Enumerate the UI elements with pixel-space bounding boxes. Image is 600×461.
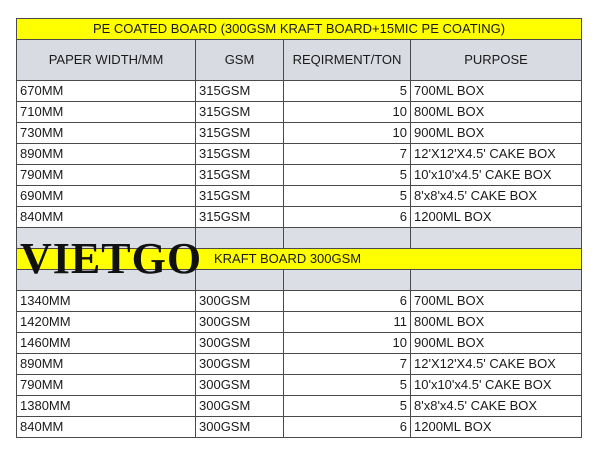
gsm-cell: 300GSM (196, 312, 284, 333)
requirement-cell: 11 (284, 312, 411, 333)
table-row (17, 186, 582, 207)
vietgo-watermark: VIETGO (20, 234, 203, 283)
empty-cell (411, 228, 582, 249)
gsm-cell: 300GSM (196, 291, 284, 312)
paper-table (16, 18, 582, 438)
empty-cell (284, 270, 411, 291)
purpose-cell: 900ML BOX (411, 333, 582, 354)
paper-width-cell: 690MM (17, 186, 196, 207)
table-row (17, 354, 582, 375)
gsm-cell: 300GSM (196, 417, 284, 438)
requirement-cell: 6 (284, 291, 411, 312)
table1-title: PE COATED BOARD (300GSM KRAFT BOARD+15MIC PE COATING) (17, 19, 582, 40)
gsm-cell: 315GSM (196, 186, 284, 207)
requirement-cell: 5 (284, 396, 411, 417)
paper-width-cell: 840MM (17, 207, 196, 228)
empty-cell (284, 228, 411, 249)
purpose-cell: 10'x10'x4.5' CAKE BOX (411, 165, 582, 186)
table-row (17, 291, 582, 312)
table-row (17, 102, 582, 123)
purpose-cell: 12'X12'X4.5' CAKE BOX (411, 354, 582, 375)
purpose-cell: 1200ML BOX (411, 207, 582, 228)
purpose-cell: 800ML BOX (411, 312, 582, 333)
purpose-cell: 700ML BOX (411, 81, 582, 102)
gsm-cell: 300GSM (196, 375, 284, 396)
paper-width-cell: 1420MM (17, 312, 196, 333)
table2-title: KRAFT BOARD 300GSM (17, 249, 582, 270)
gsm-cell: 300GSM (196, 333, 284, 354)
paper-width-cell: 1340MM (17, 291, 196, 312)
table-row (17, 417, 582, 438)
requirement-cell: 5 (284, 81, 411, 102)
table-row (17, 144, 582, 165)
requirement-cell: 5 (284, 165, 411, 186)
paper-width-cell: 670MM (17, 81, 196, 102)
paper-width-cell: 730MM (17, 123, 196, 144)
paper-width-cell: 790MM (17, 165, 196, 186)
requirement-cell: 6 (284, 207, 411, 228)
requirement-cell: 7 (284, 354, 411, 375)
purpose-cell: 1200ML BOX (411, 417, 582, 438)
table-row (17, 81, 582, 102)
purpose-cell: 800ML BOX (411, 102, 582, 123)
gsm-cell: 315GSM (196, 81, 284, 102)
gsm-cell: 315GSM (196, 123, 284, 144)
paper-width-cell: 890MM (17, 144, 196, 165)
table-row (17, 375, 582, 396)
paper-width-cell: 710MM (17, 102, 196, 123)
paper-width-cell: 840MM (17, 417, 196, 438)
header-gsm: GSM (196, 40, 284, 81)
paper-width-cell: 1460MM (17, 333, 196, 354)
header-requirement: REQIRMENT/TON (284, 40, 411, 81)
requirement-cell: 5 (284, 375, 411, 396)
table-row (17, 312, 582, 333)
empty-cell (411, 270, 582, 291)
purpose-cell: 700ML BOX (411, 291, 582, 312)
paper-width-cell: 790MM (17, 375, 196, 396)
header-paper-width: PAPER WIDTH/MM (17, 40, 196, 81)
requirement-cell: 10 (284, 102, 411, 123)
table1-title-row (17, 19, 582, 40)
requirement-cell: 5 (284, 186, 411, 207)
purpose-cell: 900ML BOX (411, 123, 582, 144)
header-purpose: PURPOSE (411, 40, 582, 81)
requirement-cell: 10 (284, 123, 411, 144)
spreadsheet (16, 18, 581, 438)
requirement-cell: 7 (284, 144, 411, 165)
table-row (17, 207, 582, 228)
paper-width-cell: 890MM (17, 354, 196, 375)
purpose-cell: 8'x8'x4.5' CAKE BOX (411, 396, 582, 417)
table-row (17, 396, 582, 417)
purpose-cell: 10'x10'x4.5' CAKE BOX (411, 375, 582, 396)
gsm-cell: 315GSM (196, 144, 284, 165)
purpose-cell: 8'x8'x4.5' CAKE BOX (411, 186, 582, 207)
gsm-cell: 300GSM (196, 354, 284, 375)
table-row (17, 333, 582, 354)
gsm-cell: 300GSM (196, 396, 284, 417)
header-row (17, 40, 582, 81)
empty-cell (196, 270, 284, 291)
table-row (17, 123, 582, 144)
paper-width-cell: 1380MM (17, 396, 196, 417)
requirement-cell: 6 (284, 417, 411, 438)
purpose-cell: 12'X12'X4.5' CAKE BOX (411, 144, 582, 165)
gsm-cell: 315GSM (196, 207, 284, 228)
table-row (17, 165, 582, 186)
empty-cell (196, 228, 284, 249)
requirement-cell: 10 (284, 333, 411, 354)
gsm-cell: 315GSM (196, 102, 284, 123)
gsm-cell: 315GSM (196, 165, 284, 186)
